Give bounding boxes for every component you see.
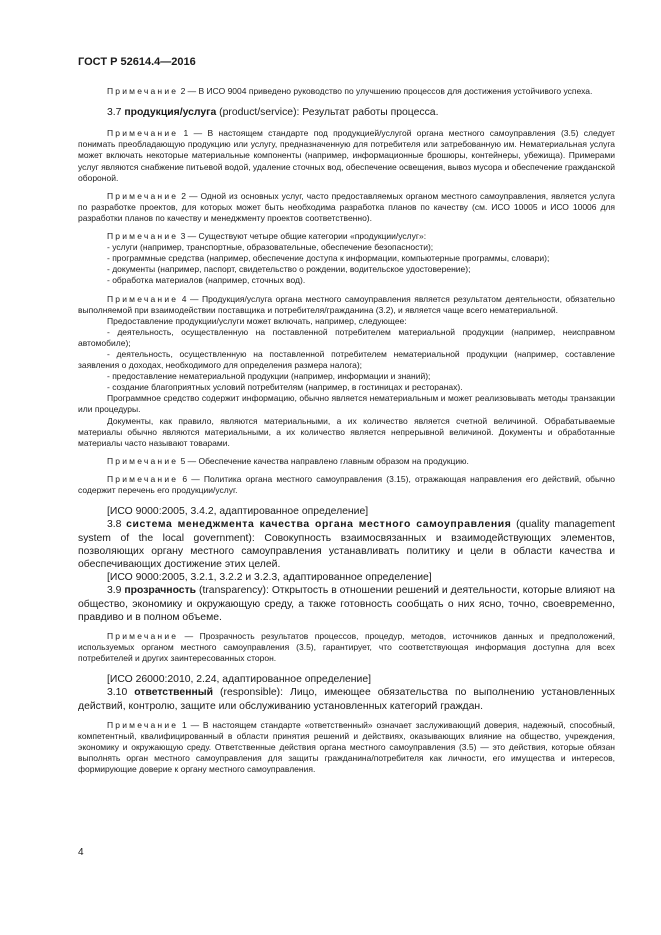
note-block: Примечание 3 — Существуют четыре общие категории «продукции/услуг»: bbox=[107, 231, 427, 242]
term-3-10: 3.10 ответственный (responsible): Лицо, имеющее обязательства по выполнению установленных действий, контролю, защите или обслуживанию установленных категорий граждан. bbox=[78, 687, 615, 712]
list-item: - документы (например, паспорт, свидетельство о рождении, водительское удостоверение); bbox=[107, 264, 471, 275]
term-name: система менеджмента качества органа местного самоуправления bbox=[126, 519, 512, 531]
note-block: Примечание — Прозрачность результатов процессов, процедур, методов, источников данных и предположений, используемых органом местного самоуправления (3.5), гарантирует, что соответствующая информация доступна для всех потребителей и других заинтересованных сторон. bbox=[78, 630, 615, 664]
list-item: - создание благоприятных условий потребителям (например, в гостиницах и ресторанах). bbox=[107, 382, 463, 393]
list-item: - обработка материалов (например, сточных вод). bbox=[107, 275, 306, 286]
note-block: Примечание 4 — Продукция/услуга органа местного самоуправления является результатом деятельности, обязательно выполняемой при взаимодействии поставщика и потребителя/гражданина (3.2), и является чаще всего нематериальной. bbox=[78, 293, 615, 315]
list-item: - программные средства (например, обеспечение доступа к информации, компьютерные программы, словари); bbox=[107, 253, 550, 264]
term-3-8: 3.8 система менеджмента качества органа местного самоуправления (quality management system of the local government): Совокупность взаимосвязанных и взаимодействующих элементов, позволяющих органу местного самоуправления устанавливать политику и цели в области качества и обеспечивающих достижение этих целей. bbox=[78, 519, 615, 570]
list-item: - деятельность, осуществленную на поставленной потребителем нематериальной продукции (например, составление заявления о доходах, необходимого для определения размера налога); bbox=[78, 348, 615, 371]
list-item: - предоставление нематериальной продукции (например, информации и знаний); bbox=[107, 371, 431, 382]
reference: [ИСО 26000:2010, 2.24, адаптированное определение] bbox=[107, 674, 372, 686]
page-number: 4 bbox=[78, 847, 84, 858]
doc-code-header: ГОСТ Р 52614.4—2016 bbox=[78, 56, 196, 68]
note-block: Примечание 2 — Одной из основных услуг, часто предоставляемых органом местного самоуправления, является услуга по разработке проектов, для которых может быть необходима разработка планов по качеству (см. ИСО 10005 и ИСО 10006 для разработки планов по качеству и менеджменту проектов соответственно). bbox=[78, 190, 616, 223]
paragraph: Предоставление продукции/услуги может включать, например, следующее: bbox=[107, 315, 407, 326]
note-block: Примечание 2 — В ИСО 9004 приведено руководство по улучшению процессов для достижения устойчивого успеха. bbox=[107, 86, 593, 96]
term-name: продукция/услуга bbox=[124, 107, 217, 119]
document-page bbox=[78, 56, 615, 775]
note-block: Примечание 5 — Обеспечение качества направлено главным образом на продукцию. bbox=[107, 455, 469, 466]
list-item: - услуги (например, транспортные, образовательные, обеспечение безопасности); bbox=[107, 242, 434, 253]
note-block: Примечание 6 — Политика органа местного самоуправления (3.15), отражающая направления его действий, обычно содержит перечень его продукции/услуг. bbox=[78, 473, 616, 496]
reference: [ИСО 9000:2005, 3.2.1, 3.2.2 и 3.2.3, адаптированное определение] bbox=[107, 572, 432, 584]
term-3-7: 3.7 продукция/услуга (product/service): Результат работы процесса. bbox=[107, 107, 439, 119]
note-label: Примечание bbox=[107, 86, 179, 96]
note-block: Примечание 1 — В настоящем стандарте под продукцией/услугой органа местного самоуправления (3.5) следует понимать преобладающую продукцию или услугу, предназначенную для потребителя или затребованную им. Нематериальная услуга может включать некоторые материальные компоненты (например, информационные брошюры, контейнеры, убежища). Примерами услуг являются снабжение питьевой водой, удаление сточных вод, обеспечение освещения, вывоз мусора и обеспечение гражданской обороной. bbox=[78, 128, 616, 183]
reference: [ИСО 9000:2005, 3.4.2, адаптированное определение] bbox=[107, 506, 369, 518]
paragraph: Документы, как правило, являются материальными, а их количество является счетной величиной. Обрабатываемые материалы обычно являются материальными, а их количество является непрерывной величиной. Документы и обработанные материалы часто называют товарами. bbox=[78, 415, 615, 448]
term-3-9: 3.9 прозрачность (transparency): Открытость в отношении решений и деятельности, которые влияют на общество, экономику и окружающую среду, а также готовность сообщать о них ясно, точно, своевременно, правдиво и в полном объеме. bbox=[78, 585, 615, 623]
term-name: прозрачность bbox=[124, 585, 197, 597]
note-block: Примечание 1 — В настоящем стандарте «ответственный» означает заслуживающий доверия, надежный, способный, компетентный, квалифицированный в области принятия решений и действиях, оказывающих влияние на общество, учреждения, экономику и окружающую среду. Ответственные действия органа местного самоуправления (3.5) — это действия, которые обязан выполнять орган местного самоуправления для защиты гражданина/потребителя как личности, его имущества и интересов, формирующие доверие к органу местного самоуправления. bbox=[78, 719, 616, 775]
list-item: - деятельность, осуществленную на поставленной потребителем материальной продукции (например, неисправном автомобиле); bbox=[78, 326, 615, 348]
paragraph: Программное средство содержит информацию, обычно является нематериальным и может реализовывать методы транзакции или процедуры. bbox=[78, 393, 615, 415]
term-name: ответственный bbox=[134, 687, 214, 699]
